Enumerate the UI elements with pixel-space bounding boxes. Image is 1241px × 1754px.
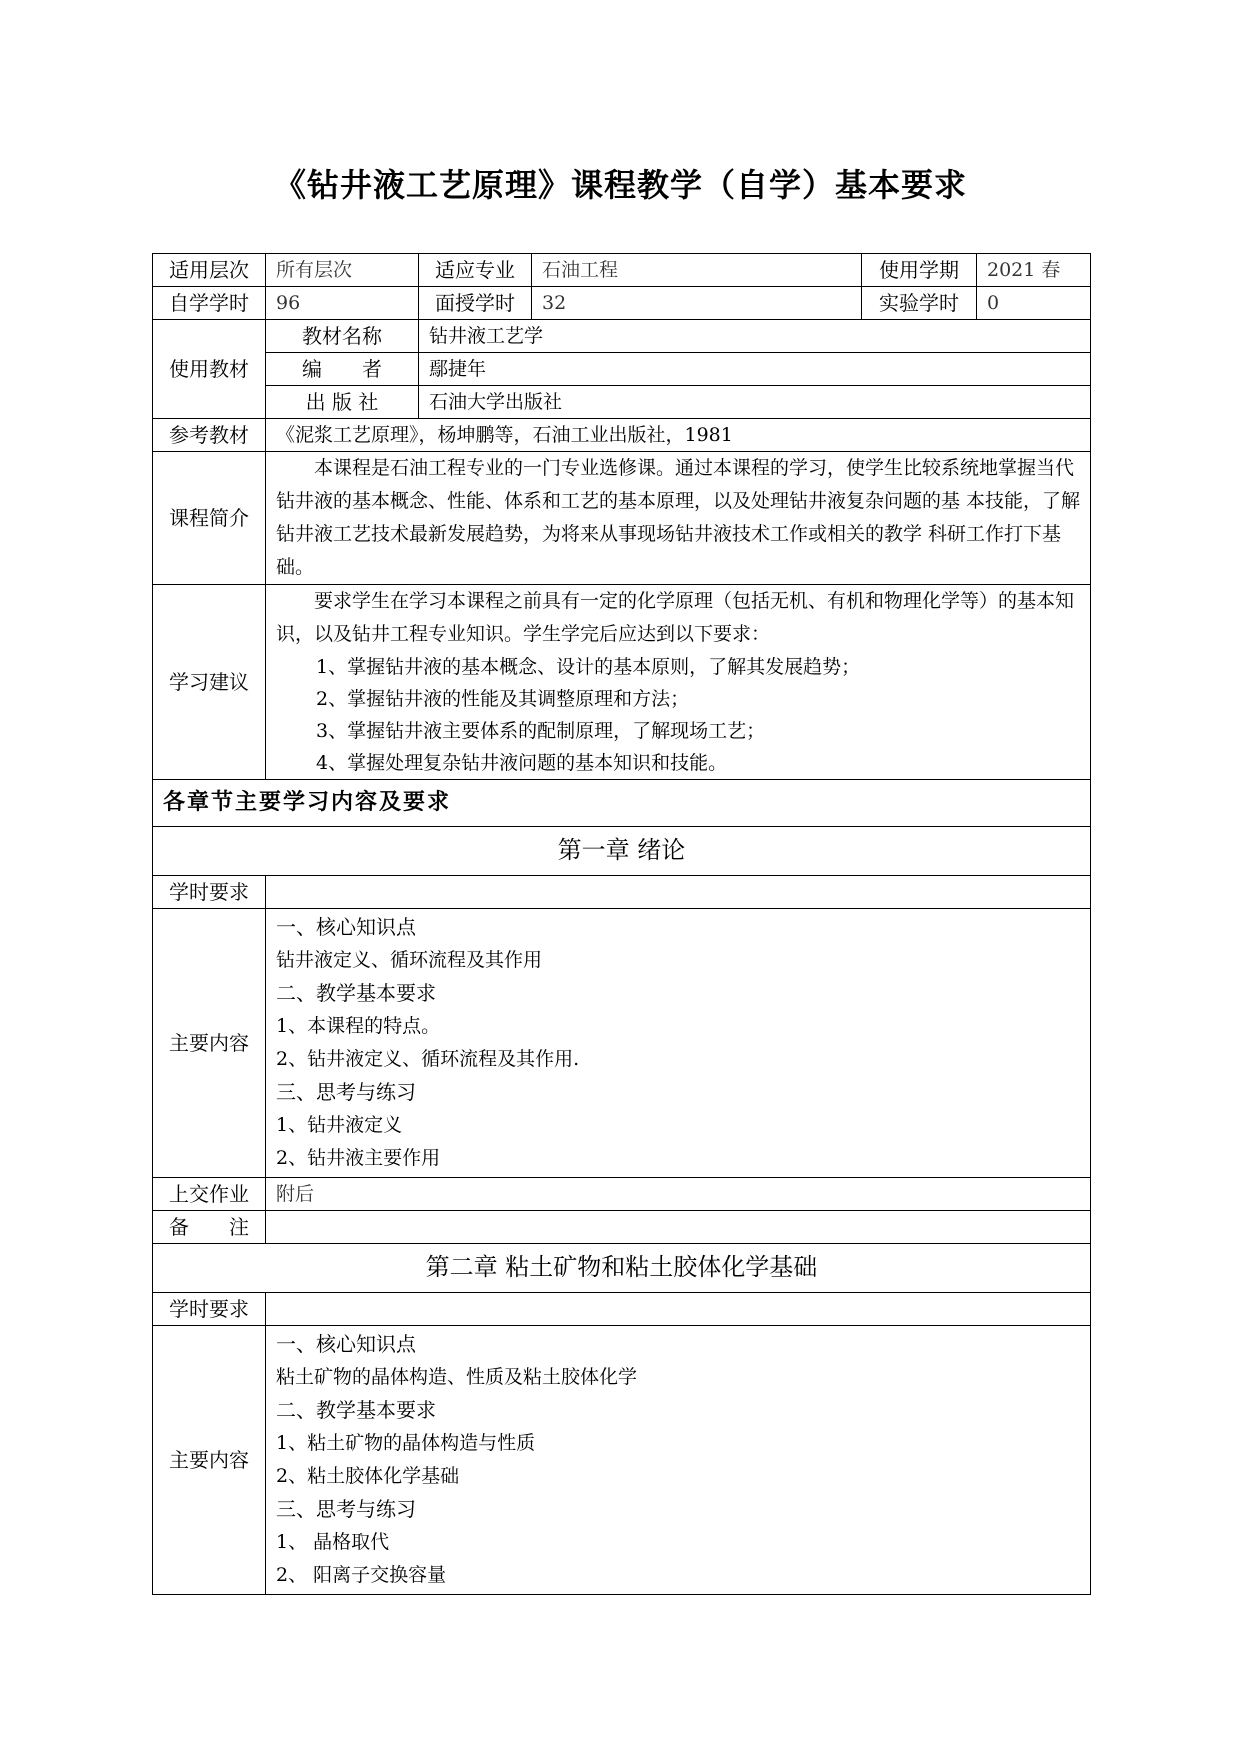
chapter-1-line: 2、钻井液定义、循环流程及其作用. xyxy=(276,1048,580,1070)
textbook-publisher-value: 石油大学出版社 xyxy=(419,386,1091,419)
chapter-1-homework-value: 附后 xyxy=(266,1178,1091,1211)
advice-item: 4、掌握处理复杂钻井液问题的基本知识和技能。 xyxy=(316,752,728,774)
reference-row xyxy=(153,419,1091,452)
chapter-1-hours-value xyxy=(266,876,1091,909)
advice-label: 学习建议 xyxy=(153,585,266,780)
chapter-1-line: 1、钻井液定义 xyxy=(276,1114,403,1136)
intro-label: 课程简介 xyxy=(153,452,266,585)
chapter-2-line: 2、 阳离子交换容量 xyxy=(276,1564,447,1586)
chapter-1-line: 2、钻井液主要作用 xyxy=(276,1147,441,1169)
chapter-1-remark-row xyxy=(153,1211,1091,1244)
chapter-2-title: 第二章 粘土矿物和粘土胶体化学基础 xyxy=(153,1244,1091,1293)
chapter-2-hours-value xyxy=(266,1293,1091,1326)
chapter-1-remark-label: 备 注 xyxy=(153,1211,266,1244)
chapter-1-subheading: 一、核心知识点 xyxy=(276,915,416,939)
advice-item: 2、掌握钻井液的性能及其调整原理和方法； xyxy=(316,688,690,710)
chapter-2-content-row xyxy=(153,1326,1091,1595)
textbook-publisher-label: 出 版 社 xyxy=(266,386,419,419)
chapter-1-subheading: 二、教学基本要求 xyxy=(276,981,436,1005)
chapter-2-content-label: 主要内容 xyxy=(153,1326,266,1595)
chapter-1-subheading: 三、思考与练习 xyxy=(276,1080,416,1104)
level-label: 适用层次 xyxy=(153,254,266,287)
chapter-1-line: 钻井液定义、循环流程及其作用 xyxy=(276,949,543,971)
advice-item: 1、掌握钻井液的基本概念、设计的基本原则，了解其发展趋势； xyxy=(316,656,861,678)
reference-value: 《泥浆工艺原理》，杨坤鹏等，石油工业出版社，1981 xyxy=(266,419,1091,452)
advice-item: 3、掌握钻井液主要体系的配制原理，了解现场工艺； xyxy=(316,720,766,742)
chapter-2-subheading: 二、教学基本要求 xyxy=(276,1398,436,1422)
lab-hours-label: 实验学时 xyxy=(862,287,977,320)
chapter-1-hours-label: 学时要求 xyxy=(153,876,266,909)
self-study-hours-label: 自学学时 xyxy=(153,287,266,320)
chapter-2-subheading: 一、核心知识点 xyxy=(276,1332,416,1356)
semester-value: 2021 春 xyxy=(977,254,1091,287)
chapter-2-hours-row xyxy=(153,1293,1091,1326)
lab-hours-value: 0 xyxy=(977,287,1091,320)
textbook-name-label: 教材名称 xyxy=(266,320,419,353)
chapter-1-title: 第一章 绪论 xyxy=(153,827,1091,876)
lecture-hours-value: 32 xyxy=(532,287,862,320)
chapter-1-content-label: 主要内容 xyxy=(153,909,266,1178)
chapter-2-hours-label: 学时要求 xyxy=(153,1293,266,1326)
textbook-row-publisher xyxy=(153,386,1091,419)
chapter-2-line: 1、粘土矿物的晶体构造与性质 xyxy=(276,1432,536,1454)
advice-row xyxy=(153,585,1091,780)
major-label: 适应专业 xyxy=(419,254,532,287)
course-requirements-table xyxy=(152,253,1091,1595)
info-row-1 xyxy=(153,254,1091,287)
textbook-author-label: 编 者 xyxy=(266,353,419,386)
textbook-row-name xyxy=(153,320,1091,353)
chapter-2-title-row xyxy=(153,1244,1091,1293)
chapter-2-subheading: 三、思考与练习 xyxy=(276,1497,416,1521)
chapter-1-hours-row xyxy=(153,876,1091,909)
page-title: 《钻井液工艺原理》课程教学（自学）基本要求 xyxy=(273,166,967,204)
chapter-2-line: 2、粘土胶体化学基础 xyxy=(276,1465,460,1487)
chapter-1-content-row xyxy=(153,909,1091,1178)
intro-row xyxy=(153,452,1091,585)
textbook-row-author xyxy=(153,353,1091,386)
section-heading-row xyxy=(153,780,1091,827)
chapter-1-homework-label: 上交作业 xyxy=(153,1178,266,1211)
reference-label: 参考教材 xyxy=(153,419,266,452)
semester-label: 使用学期 xyxy=(862,254,977,287)
textbook-name-value: 钻井液工艺学 xyxy=(419,320,1091,353)
advice-text: 要求学生在学习本课程之前具有一定的化学原理（包括无机、有机和物理化学等）的基本知识，以及钻井工程专业知识。学生学完后应达到以下要求： xyxy=(276,590,1075,645)
self-study-hours-value: 96 xyxy=(266,287,419,320)
lecture-hours-label: 面授学时 xyxy=(419,287,532,320)
chapter-1-homework-row xyxy=(153,1178,1091,1211)
chapter-2-line: 1、 晶格取代 xyxy=(276,1531,390,1553)
major-value: 石油工程 xyxy=(532,254,862,287)
textbook-author-value: 鄢捷年 xyxy=(419,353,1091,386)
chapter-2-line: 粘土矿物的晶体构造、性质及粘土胶体化学 xyxy=(276,1366,638,1388)
level-value: 所有层次 xyxy=(266,254,419,287)
intro-text: 本课程是石油工程专业的一门专业选修课。通过本课程的学习，使学生比较系统地掌握当代钻井液的基本概念、性能、体系和工艺的基本原理，以及处理钻井液复杂问题的基 本技能，了解钻井液工艺技术最新发展趋势，为将来从事现场钻井液技术工作或相关的教学 科研工作打下基础。 xyxy=(276,457,1081,578)
chapter-1-title-row xyxy=(153,827,1091,876)
textbook-label: 使用教材 xyxy=(153,320,266,419)
section-heading: 各章节主要学习内容及要求 xyxy=(153,780,1091,827)
info-row-2 xyxy=(153,287,1091,320)
chapter-1-line: 1、本课程的特点。 xyxy=(276,1015,441,1037)
chapter-1-remark-value xyxy=(266,1211,1091,1244)
